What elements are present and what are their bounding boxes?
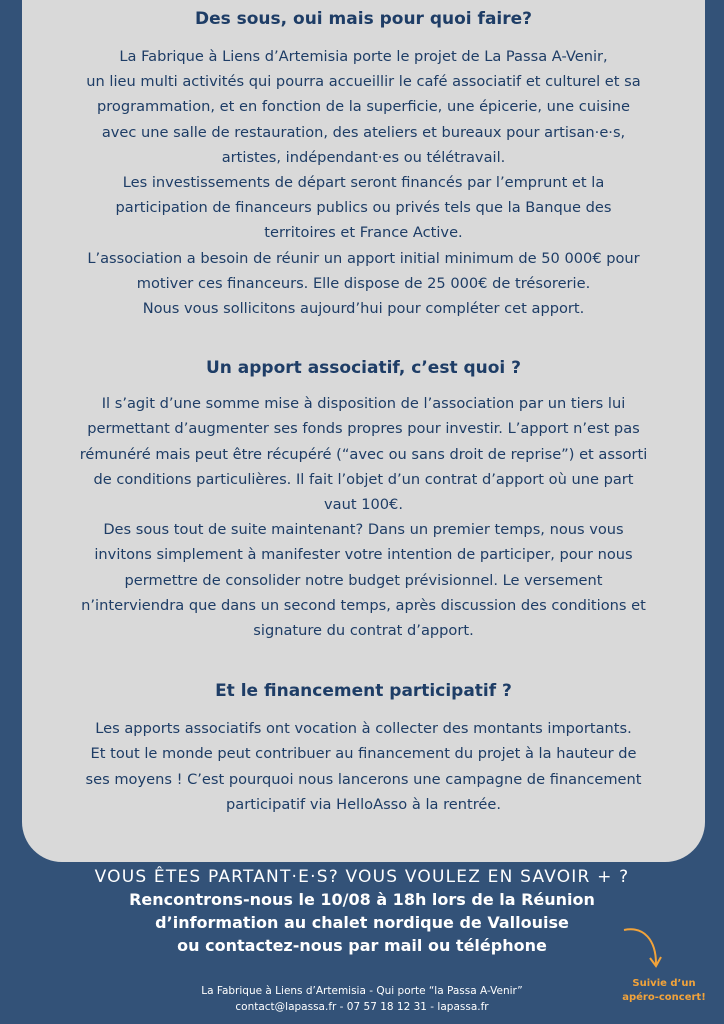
section-body-purpose (50, 44, 677, 321)
body-line: motiver ces financeurs. Elle dispose de 25 000€ de trésorerie. (136, 274, 591, 292)
cta-line: ou contactez-nous par mail ou téléphone (177, 936, 547, 955)
info-card (22, 0, 705, 862)
body-line: Nous vous sollicitons aujourd’hui pour compléter cet apport. (142, 300, 585, 318)
body-line: avec une salle de restauration, des ateliers et bureaux pour artisan·e·s, (101, 123, 626, 141)
side-note-line: apéro-concert! (622, 992, 706, 1003)
body-line: rémunéré mais peut être récupéré (“avec ou sans droit de reprise”) et assorti (79, 445, 648, 463)
body-line: vaut 100€. (324, 496, 403, 514)
body-line: Les apports associatifs ont vocation à collecter des montants importants. (95, 720, 632, 738)
body-line: participation de financeurs publics ou privés tels que la Banque des (115, 199, 612, 217)
body-line: participatif via HelloAsso à la rentrée. (226, 795, 501, 813)
body-line: Et tout le monde peut contribuer au financement du projet à la hauteur de (90, 745, 637, 763)
footer-organization: La Fabrique à Liens d’Artemisia - Qui porte “la Passa A-Venir” (201, 985, 523, 997)
body-line: invitons simplement à manifester votre intention de participer, pour nous (94, 546, 633, 564)
curved-arrow-icon (622, 924, 662, 972)
call-to-action (0, 866, 724, 957)
body-line: ses moyens ! C’est pourquoi nous lancerons une campagne de financement (85, 770, 642, 788)
section-heading-crowdfunding: Et le financement participatif ? (215, 681, 512, 702)
cta-line: d’information au chalet nordique de Vallouise (155, 913, 569, 932)
cta-headline: VOUS ÊTES PARTANT·E·S? VOUS VOULEZ EN SAVOIR + ? (94, 867, 630, 887)
body-line: territoires et France Active. (264, 224, 463, 242)
body-line: programmation, et en fonction de la superficie, une épicerie, une cuisine (96, 98, 631, 116)
body-line: La Fabrique à Liens d’Artemisia porte le projet de La Passa A-Venir, (119, 48, 608, 65)
body-line: permettant d’augmenter ses fonds propres pour investir. L’apport n’est pas (87, 420, 640, 438)
footer-contact: contact@lapassa.fr - 07 57 18 12 31 - lapassa.fr (235, 1001, 489, 1013)
body-line: Les investissements de départ seront financés par l’emprunt et la (122, 174, 605, 192)
cta-line: Rencontrons-nous le 10/08 à 18h lors de la Réunion (129, 890, 595, 909)
body-line: n’interviendra que dans un second temps, après discussion des conditions et (81, 596, 646, 614)
body-line: L’association a besoin de réunir un apport initial minimum de 50 000€ pour (87, 249, 640, 267)
body-line: Des sous tout de suite maintenant? Dans un premier temps, nous vous (103, 521, 624, 539)
section-heading-purpose: Des sous, oui mais pour quoi faire? (194, 9, 533, 29)
body-line: Il s’agit d’une somme mise à disposition de l’association par un tiers lui (101, 395, 626, 413)
section-body-crowdfunding (50, 716, 677, 817)
body-line: de conditions particulières. Il fait l’objet d’un contrat d’apport où une part (93, 470, 634, 488)
body-line: un lieu multi activités qui pourra accueillir le café associatif et culturel et sa (86, 73, 641, 91)
side-note-line: Suivie d’un (632, 978, 696, 989)
body-line: signature du contrat d’apport. (253, 622, 474, 640)
body-line: artistes, indépendant·es ou télétravail. (221, 148, 506, 166)
section-heading-contribution: Un apport associatif, c’est quoi ? (205, 358, 522, 379)
section-body-contribution (50, 391, 677, 643)
body-line: permettre de consolider notre budget prévisionnel. Le versement (124, 571, 603, 589)
